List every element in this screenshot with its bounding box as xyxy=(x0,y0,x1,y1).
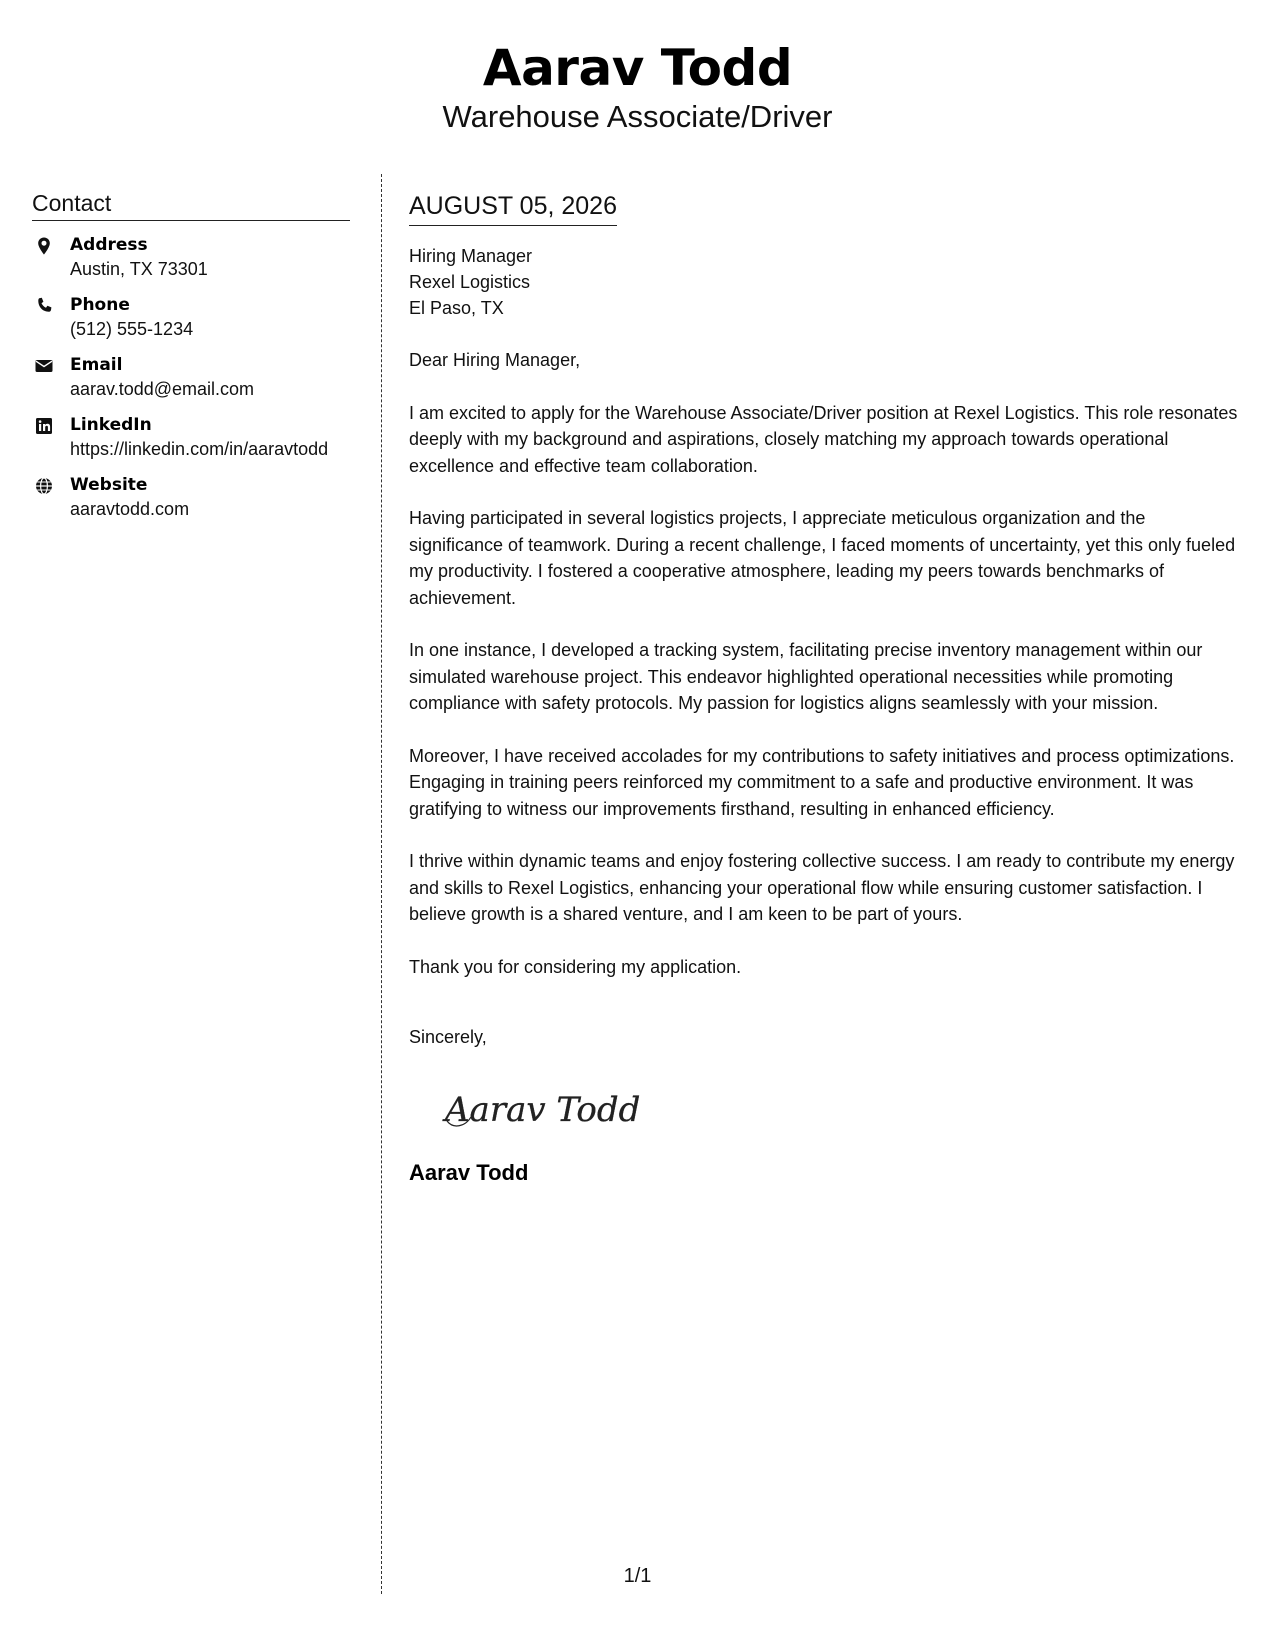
contact-item-phone xyxy=(32,293,350,341)
recipient-line: Hiring Manager xyxy=(409,246,533,266)
contact-sidebar xyxy=(32,188,350,521)
letter-body xyxy=(409,190,1241,1188)
job-title: Warehouse Associate/Driver xyxy=(442,99,833,134)
contact-item-linkedin xyxy=(32,413,350,461)
recipient-line: Rexel Logistics xyxy=(409,272,531,292)
contact-label: Phone xyxy=(70,295,130,315)
website-value: aaravtodd.com xyxy=(70,499,190,519)
contact-heading: Contact xyxy=(32,188,350,221)
contact-label: Email xyxy=(70,355,123,375)
body-paragraph: I thrive within dynamic teams and enjoy fostering collective success. I am ready to contribute my energy and skills to Rexel Logistics, enhancing your operational flow while ensuring customer satisfaction. I believe growth is a shared venture, and I am keen to be part of yours. xyxy=(409,851,1235,924)
page-number: 1/1 xyxy=(623,1565,652,1587)
contact-label: Address xyxy=(70,235,148,255)
column-divider xyxy=(381,174,382,1594)
contact-item-address xyxy=(32,233,350,281)
closing: Sincerely, xyxy=(409,1027,487,1047)
email-value: aarav.todd@email.com xyxy=(70,379,255,399)
signature-image xyxy=(441,1077,681,1137)
phone-icon xyxy=(34,296,54,316)
body-paragraph: Moreover, I have received accolades for my contributions to safety initiatives and process optimizations. Engaging in training peers reinforced my commitment to a safe and productive environment. It was gratifying to witness our improvements firsthand, resulting in enhanced efficiency. xyxy=(409,745,1235,819)
envelope-icon xyxy=(34,356,54,376)
contact-label: LinkedIn xyxy=(70,415,152,435)
applicant-name: Aarav Todd xyxy=(482,39,793,97)
linkedin-value: https://linkedin.com/in/aaravtodd xyxy=(70,439,329,459)
address-value: Austin, TX 73301 xyxy=(70,259,208,279)
signed-name: Aarav Todd xyxy=(409,1160,529,1185)
body-paragraph: Having participated in several logistics projects, I appreciate meticulous organization and the significance of teamwork. During a recent challenge, I faced moments of uncertainty, yet this only fueled my productivity. I fostered a cooperative atmosphere, leading my peers towards benchmarks of achievement. xyxy=(409,508,1236,608)
body-paragraph: I am excited to apply for the Warehouse Associate/Driver position at Rexel Logistics. This role resonates deeply with my background and aspirations, closely matching my approach towards operational excellence and effective team collaboration. xyxy=(409,402,1238,476)
recipient-line: El Paso, TX xyxy=(409,298,504,318)
globe-icon xyxy=(34,476,54,496)
contact-item-website xyxy=(32,473,350,521)
letter-date: AUGUST 05, 2026 xyxy=(409,190,617,226)
letter-header xyxy=(0,36,1275,136)
recipient-block xyxy=(409,243,1241,321)
signature-text: Aarav Todd xyxy=(445,1089,641,1130)
linkedin-icon xyxy=(34,416,54,436)
contact-item-email xyxy=(32,353,350,401)
thank-you-line: Thank you for considering my application. xyxy=(409,956,742,977)
phone-value: (512) 555-1234 xyxy=(70,319,194,339)
salutation: Dear Hiring Manager, xyxy=(409,350,581,370)
map-pin-icon xyxy=(34,236,54,256)
contact-label: Website xyxy=(70,475,148,495)
body-paragraph: In one instance, I developed a tracking system, facilitating precise inventory management within our simulated warehouse project. This endeavor highlighted operational necessities while promoting compliance with safety protocols. My passion for logistics aligns seamlessly with your mission. xyxy=(409,640,1203,713)
